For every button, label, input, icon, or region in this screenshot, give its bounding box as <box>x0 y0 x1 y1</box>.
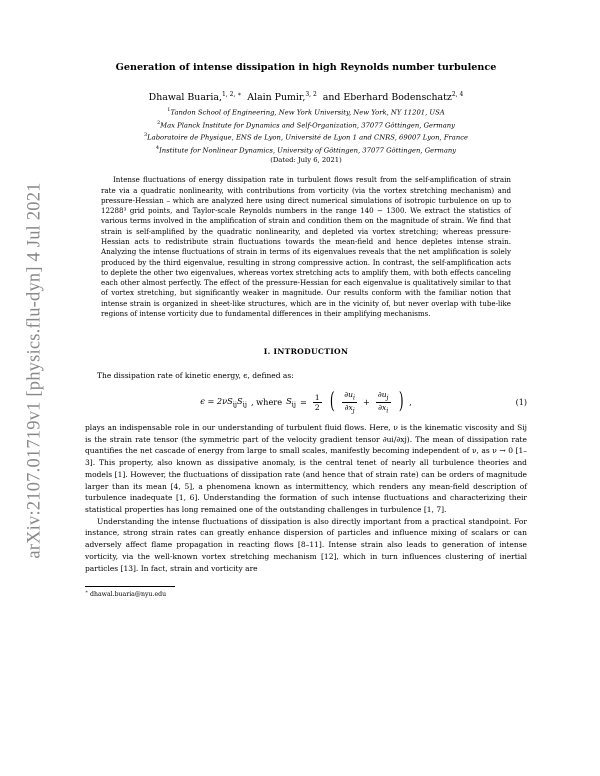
footnote-email[interactable]: dhawal.buaria@nyu.edu <box>90 591 167 599</box>
abstract: Intense fluctuations of energy dissipation rate in turbulent flows result from the self-amplification of strain rate via a quadratic nonlinearity, with contributions from vorticity (via the vortex stretching mechanism) and pressure-Hessian – which are analyzed here using direct numerical simulations of isotropic turbulence on up to 12288³ grid points, and Taylor-scale Reynolds numbers in the range 140 − 1300. We extract the statistics of various terms involved in the amplification of strain and condition them on the magnitude of strain. We find that strain is self-amplified by the quadratic nonlinearity, and depleted via vortex stretching; whereas pressure-Hessian acts to redistribute strain fluctuations towards the mean-field and hence depletes intense strain. Analyzing the intense fluctuations of strain in terms of its eigenvalues reveals that the net amplification is solely produced by the third eigenvalue, resulting in strong compressive action. In contrast, the self-amplification acts to deplete the other two eigenvalues, whereas vortex stretching acts to amplify them, with both effects canceling each other almost perfectly. The effect of the pressure-Hessian for each eigenvalue is qualitatively similar to that of vortex stretching, but significantly weaker in magnitude. Our results conform with the familiar notion that intense strain is organized in sheet-like structures, which are in the vicinity of, but never overlap with tube-like regions of intense vorticity due to fundamental differences in their amplifying mechanisms. <box>101 175 511 319</box>
arxiv-identifier-text: arXiv:2107.01719v1 [physics.flu-dyn] 4 Jul 2021 <box>24 181 45 559</box>
arxiv-identifier-stamp <box>20 160 50 580</box>
footnote-mark: ∗ <box>85 590 89 596</box>
author-affil-mark: 3, 2 <box>305 91 317 98</box>
equation-number: (1) <box>515 397 527 407</box>
paper-page <box>85 62 527 598</box>
equation-s-def: $S_{ij}$ <box>286 395 296 409</box>
fraction-dui-dxj: $\frac{\partial u_i}{\partial x_j}$ <box>344 390 355 415</box>
author-list <box>85 91 527 103</box>
author-affil-mark: 1, 2, ∗ <box>221 91 242 98</box>
intro-lead: The dissipation rate of kinetic energy, ϵ, defined as: <box>97 371 294 381</box>
equation-1: $\epsilon = 2\nu S_{ij}S_{ij}$ , where $S_{ij}$ = $\frac{1}{2}$ ( $\frac{\partial u_i}{\partial x_j}$ + $\frac{\partial u_j}{\partial x_i}$ ) , (1) <box>200 389 527 415</box>
affiliation: $^3$Laboratoire de Physique, ENS de Lyon, Université de Lyon 1 and CNRS, 69007 Lyon, France <box>143 132 469 142</box>
section-heading: I. INTRODUCTION <box>263 347 349 357</box>
intro-paragraph-1: plays an indispensable role in our understanding of turbulent fluid flows. Here, ν is the kinematic viscosity and Sij is the strain rate tensor (the symmetric part of the velocity gradient tensor ∂ui/∂xj). The mean of dissipation rate quantifies the net cascade of energy from large to small scales, manifestly becoming independent of ν, as ν → 0 [1–3]. This property, also known as dissipative anomaly, is the central tenet of nearly all turbulence theories and models [1]. However, the fluctuations of dissipation rate (and hence that of strain rate) can be orders of magnitude larger than its mean [4, 5], a phenomena known as intermittency, which renders any mean-field description of turbulence inadequate [1, 6]. Understanding the formation of such intense fluctuations and characterizing their statistical properties has long remained one of the outstanding challenges in turbulence [1, 7]. <box>85 423 527 514</box>
paper-title: Generation of intense dissipation in high Reynolds number turbulence <box>115 62 497 73</box>
author-name: and Eberhard Bodenschatz <box>322 92 452 104</box>
intro-paragraph-2: Understanding the intense fluctuations of dissipation is also directly important from a practical standpoint. For instance, strong strain rates can greatly enhance dispersion of particles and influence mixing of scalars or can adversely affect flame propagation in reacting flows [8–11]. Intense strain also leads to generation of intense vorticity, via the well-known vortex stretching mechanism [12], which in turn influences clustering of inertial particles [13]. In fact, strain and vorticity are <box>85 516 527 573</box>
author-name: Alain Pumir, <box>247 92 306 104</box>
affiliation: $^4$Institute for Nonlinear Dynamics, University of Göttingen, 37077 Göttingen, Germany <box>155 144 457 154</box>
right-paren: ) <box>398 389 404 415</box>
author-affil-mark: 2, 4 <box>451 91 464 98</box>
fraction-duj-dxi: $\frac{\partial u_j}{\partial x_i}$ <box>377 390 389 415</box>
footnote-rule <box>85 586 175 587</box>
affiliation-list <box>85 105 527 155</box>
dated-line: (Dated: July 6, 2021) <box>270 156 342 164</box>
footnote <box>85 590 527 598</box>
author-name: Dhawal Buaria, <box>148 92 222 104</box>
left-paren: ( <box>329 389 335 415</box>
affiliation: $^2$Max Planck Institute for Dynamics and Self-Organization, 37077 Göttingen, Germany <box>156 119 456 129</box>
equation-lhs: $\epsilon = 2\nu S_{ij}S_{ij}$ <box>200 395 247 409</box>
equation-where: , where <box>250 397 283 408</box>
fraction-half: $\frac{1}{2}$ <box>314 392 320 412</box>
affiliation: $^1$Tandon School of Engineering, New York University, New York, NY 11201, USA <box>167 107 445 117</box>
